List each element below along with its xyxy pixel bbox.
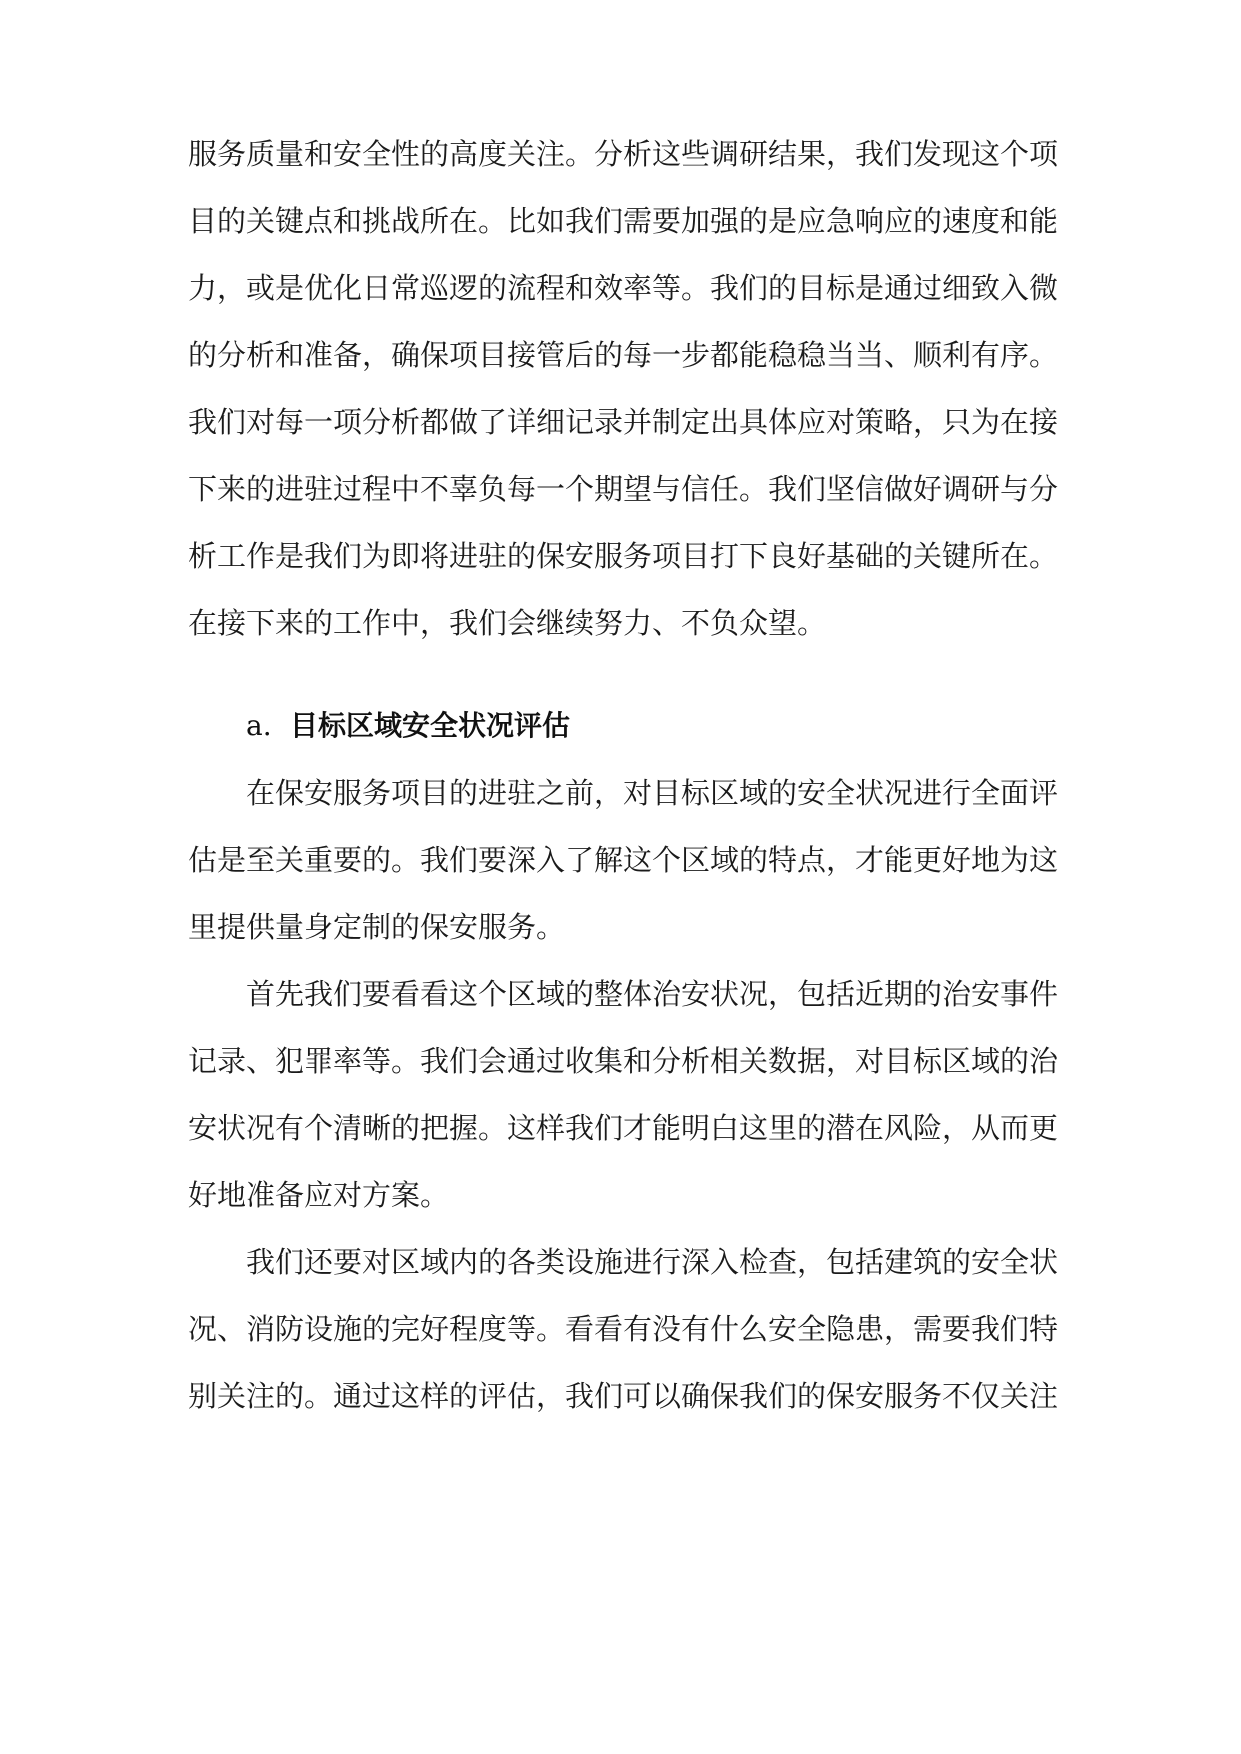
section-heading <box>246 704 570 748</box>
paragraph-line: 力，或是优化日常巡逻的流程和效率等。我们的目标是通过细致入微 <box>188 271 1059 305</box>
paragraph-line: 安状况有个清晰的把握。这样我们才能明白这里的潜在风险，从而更 <box>188 1111 1059 1145</box>
section-title: 目标区域安全状况评估 <box>290 709 571 742</box>
paragraph-line: 别关注的。通过这样的评估，我们可以确保我们的保安服务不仅关注 <box>188 1379 1059 1413</box>
paragraph-line: 的分析和准备，确保项目接管后的每一步都能稳稳当当、顺利有序。 <box>188 338 1059 372</box>
paragraph-line: 我们还要对区域内的各类设施进行深入检查，包括建筑的安全状 <box>246 1245 1059 1279</box>
paragraph-line: 在接下来的工作中，我们会继续努力、不负众望。 <box>188 606 827 640</box>
paragraph-line: 下来的进驻过程中不辜负每一个期望与信任。我们坚信做好调研与分 <box>188 472 1059 506</box>
paragraph-line: 服务质量和安全性的高度关注。分析这些调研结果，我们发现这个项 <box>188 137 1059 171</box>
section-marker: a. <box>246 709 272 742</box>
paragraph-line: 记录、犯罪率等。我们会通过收集和分析相关数据，对目标区域的治 <box>188 1044 1059 1078</box>
paragraph-line: 好地准备应对方案。 <box>188 1178 450 1212</box>
paragraph-line: 况、消防设施的完好程度等。看看有没有什么安全隐患，需要我们特 <box>188 1312 1059 1346</box>
paragraph-line: 目的关键点和挑战所在。比如我们需要加强的是应急响应的速度和能 <box>188 204 1059 238</box>
paragraph-line: 首先我们要看看这个区域的整体治安状况，包括近期的治安事件 <box>246 977 1059 1011</box>
paragraph-line: 在保安服务项目的进驻之前，对目标区域的安全状况进行全面评 <box>246 776 1059 810</box>
paragraph-line: 我们对每一项分析都做了详细记录并制定出具体应对策略，只为在接 <box>188 405 1059 439</box>
paragraph-line: 估是至关重要的。我们要深入了解这个区域的特点，才能更好地为这 <box>188 843 1059 877</box>
paragraph-line: 析工作是我们为即将进驻的保安服务项目打下良好基础的关键所在。 <box>188 539 1059 573</box>
paragraph-line: 里提供量身定制的保安服务。 <box>188 910 566 944</box>
